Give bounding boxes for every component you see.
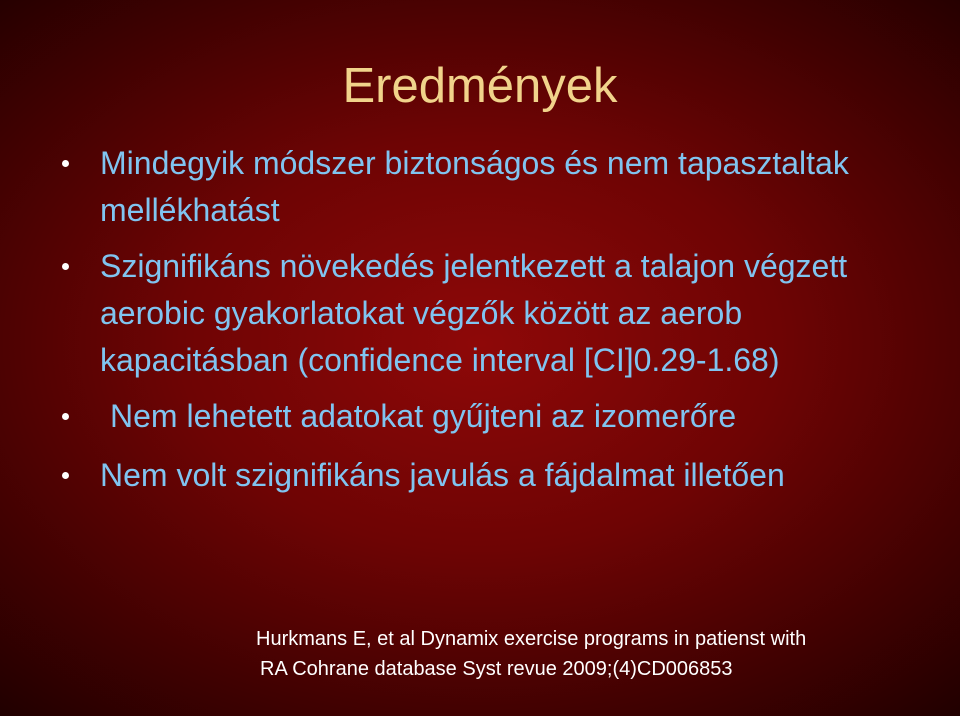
bullet-item — [62, 393, 942, 440]
bullet-marker — [62, 472, 69, 479]
bullet-list — [62, 140, 942, 499]
bullet-item — [62, 243, 890, 384]
bullet-marker — [62, 413, 69, 420]
bullet-text: Szignifikáns növekedés jelentkezett a talajon végzett aerobic gyakorlatokat végzők között az aerob kapacitásban (confidence interval [CI]0.29-1.68) — [100, 248, 848, 378]
slide-title-text: Eredmények — [342, 59, 618, 113]
citation-line-2: RA Cohrane database Syst revue 2009;(4)CD006853 — [260, 658, 733, 680]
citation — [256, 624, 806, 684]
bullet-item — [62, 140, 860, 234]
citation-line-1: Hurkmans E, et al Dynamix exercise programs in patienst with — [256, 628, 807, 650]
slide-title — [0, 56, 960, 116]
bullet-text: Nem volt szignifikáns javulás a fájdalmat illetően — [100, 457, 785, 493]
bullet-text: Nem lehetett adatokat gyűjteni az izomerőre — [110, 398, 737, 434]
bullet-text: Mindegyik módszer biztonságos és nem tapasztaltak mellékhatást — [100, 145, 849, 228]
bullet-marker — [62, 263, 69, 270]
bullet-marker — [62, 160, 69, 167]
bullet-item — [62, 452, 942, 499]
